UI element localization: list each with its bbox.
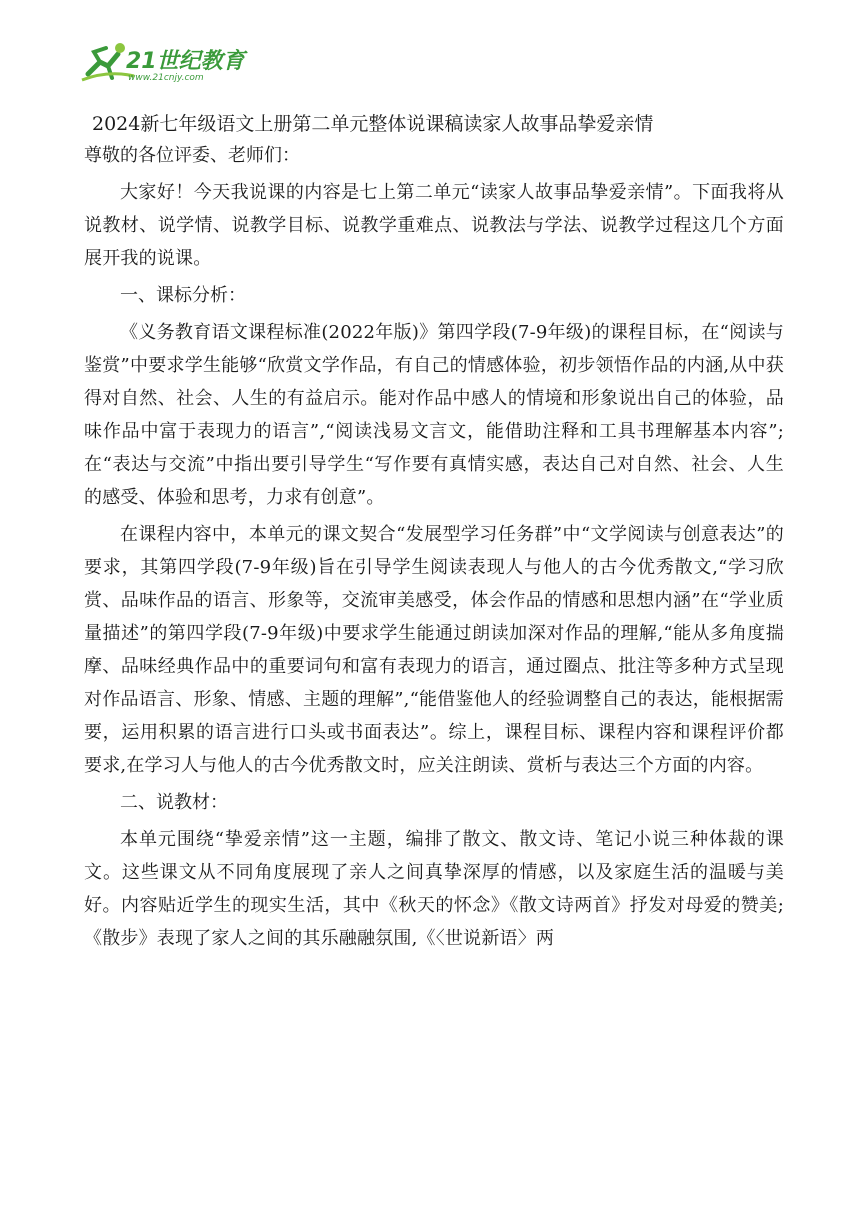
document-title: 2024新七年级语文上册第二单元整体说课稿读家人故事品挚爱亲情 [92,113,654,135]
logo [78,40,248,84]
document-body [84,108,784,955]
svg-text:www.21cnjy.com: www.21cnjy.com [128,73,204,83]
section-heading: 一、课标分析： [120,285,246,306]
paragraph: 《义务教育语文课程标准(2022年版)》第四学段(7-9年级)的课程目标，在“阅读与鉴赏”中要求学生能够“欣赏文学作品，有自己的情感体验，初步领悟作品的内涵,从中获得对自然、社会、人生的有益启示。能对作品中感人的情境和形象说出自己的体验，品味作品中富于表现力的语言”,“阅读浅易文言文，能借助注释和工具书理解基本内容”;在“表达与交流”中指出要引导学生“写作要有真情实感，表达自己对自然、社会、人生的感受、体验和思考，力求有创意”。 [84,322,784,508]
runner-logo-icon [78,40,248,84]
svg-text:21世纪教育: 21世纪教育 [126,49,245,74]
section-heading: 二、说教材： [120,792,228,813]
salutation: 尊敬的各位评委、老师们： [84,145,300,166]
paragraph: 在课程内容中，本单元的课文契合“发展型学习任务群”中“文学阅读与创意表达”的要求，其第四学段(7-9年级)旨在引导学生阅读表现人与他人的古今优秀散文,“学习欣赏、品味作品的语言、形象等，交流审美感受，体会作品的情感和思想内涵”在“学业质量描述”的第四学段(7-9年级)中要求学生能通过朗读加深对作品的理解,“能从多角度揣摩、品味经典作品中的重要词句和富有表现力的语言，通过圈点、批注等多种方式呈现对作品语言、形象、情感、主题的理解”,“能借鉴他人的经验调整自己的表达，能根据需要，运用积累的语言进行口头或书面表达”。综上，课程目标、课程内容和课程评价都要求,在学习人与他人的古今优秀散文时，应关注朗读、赏析与表达三个方面的内容。 [84,524,784,776]
paragraph: 大家好！今天我说课的内容是七上第二单元“读家人故事品挚爱亲情”。下面我将从说教材、说学情、说教学目标、说教学重难点、说教法与学法、说教学过程这几个方面展开我的说课。 [84,182,784,269]
document-sections [84,176,784,955]
paragraph: 本单元围绕“挚爱亲情”这一主题，编排了散文、散文诗、笔记小说三种体裁的课文。这些课文从不同角度展现了亲人之间真挚深厚的情感，以及家庭生活的温暖与美好。内容贴近学生的现实生活，其中《秋天的怀念》《散文诗两首》抒发对母爱的赞美;《散步》表现了家人之间的其乐融融氛围,《〈世说新语〉两 [84,829,784,949]
